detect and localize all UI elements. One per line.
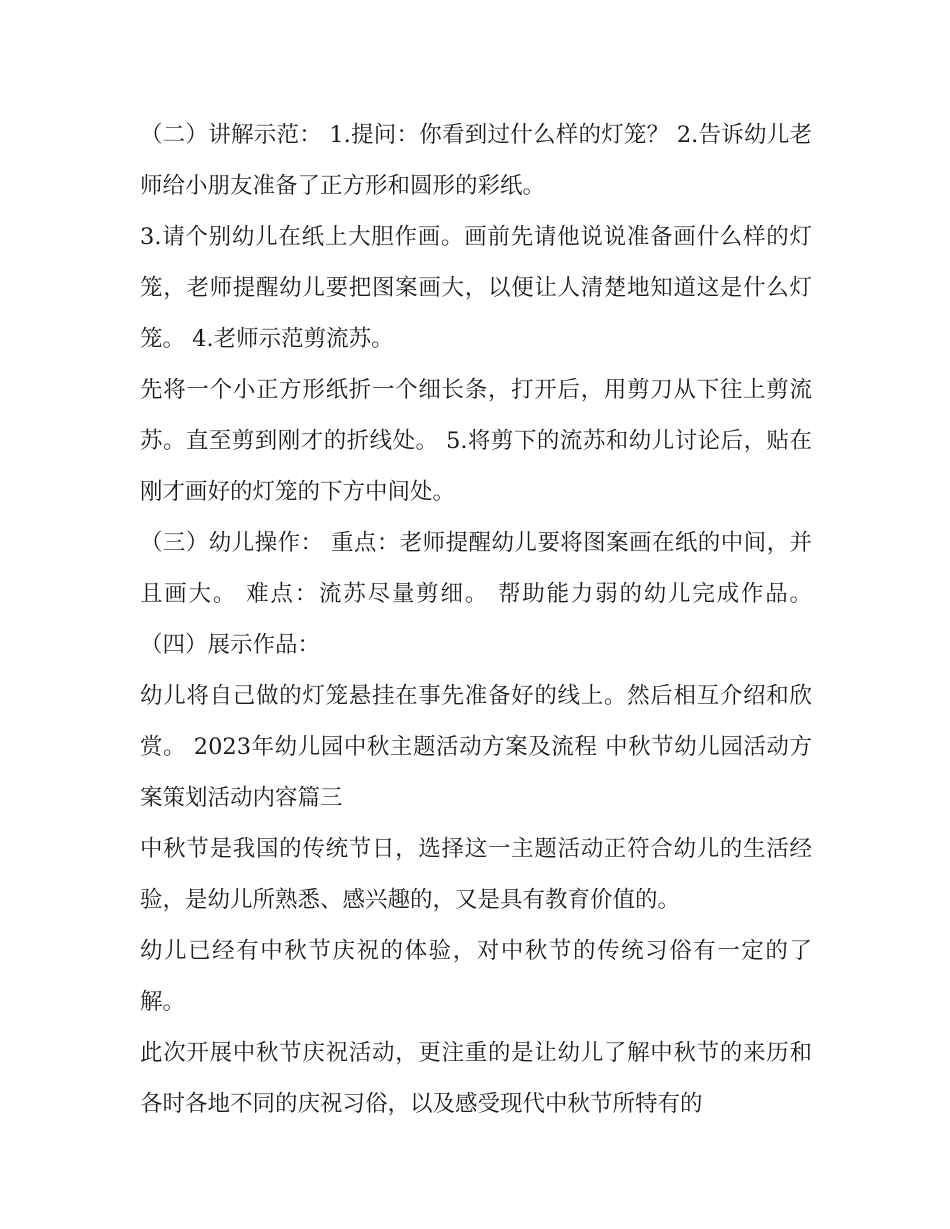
paragraph-6: 中秋节是我国的传统节日，选择这一主题活动正符合幼儿的生活经验，是幼儿所熟悉、感兴趣的，又是具有教育价值的。 — [140, 836, 812, 913]
paragraph-4: （三）幼儿操作： 重点：老师提醒幼儿要将图案画在纸的中间，并且画大。 难点：流苏尽量剪细。 帮助能力弱的幼儿完成作品。 （四）展示作品： — [140, 530, 812, 658]
paragraph-1: （二）讲解示范： 1.提问：你看到过什么样的灯笼？ 2.告诉幼儿老师给小朋友准备了正方形和圆形的彩纸。 — [140, 122, 812, 199]
paragraph-3: 先将一个小正方形纸折一个细长条，打开后，用剪刀从下往上剪流苏。直至剪到刚才的折线处。 5.将剪下的流苏和幼儿讨论后，贴在刚才画好的灯笼的下方中间处。 — [140, 377, 812, 505]
paragraph-8: 此次开展中秋节庆祝活动，更注重的是让幼儿了解中秋节的来历和各时各地不同的庆祝习俗，以及感受现代中秋节所特有的 — [140, 1040, 812, 1117]
paragraph-2: 3.请个别幼儿在纸上大胆作画。画前先请他说说准备画什么样的灯笼，老师提醒幼儿要把图案画大，以便让人清楚地知道这是什么灯笼。 4.老师示范剪流苏。 — [140, 224, 812, 352]
paragraph-7: 幼儿已经有中秋节庆祝的体验，对中秋节的传统习俗有一定的了解。 — [140, 938, 812, 1015]
document-body — [140, 110, 812, 1130]
paragraph-5: 幼儿将自己做的灯笼悬挂在事先准备好的线上。然后相互介绍和欣赏。 2023年幼儿园中秋主题活动方案及流程 中秋节幼儿园活动方案策划活动内容篇三 — [140, 683, 812, 811]
